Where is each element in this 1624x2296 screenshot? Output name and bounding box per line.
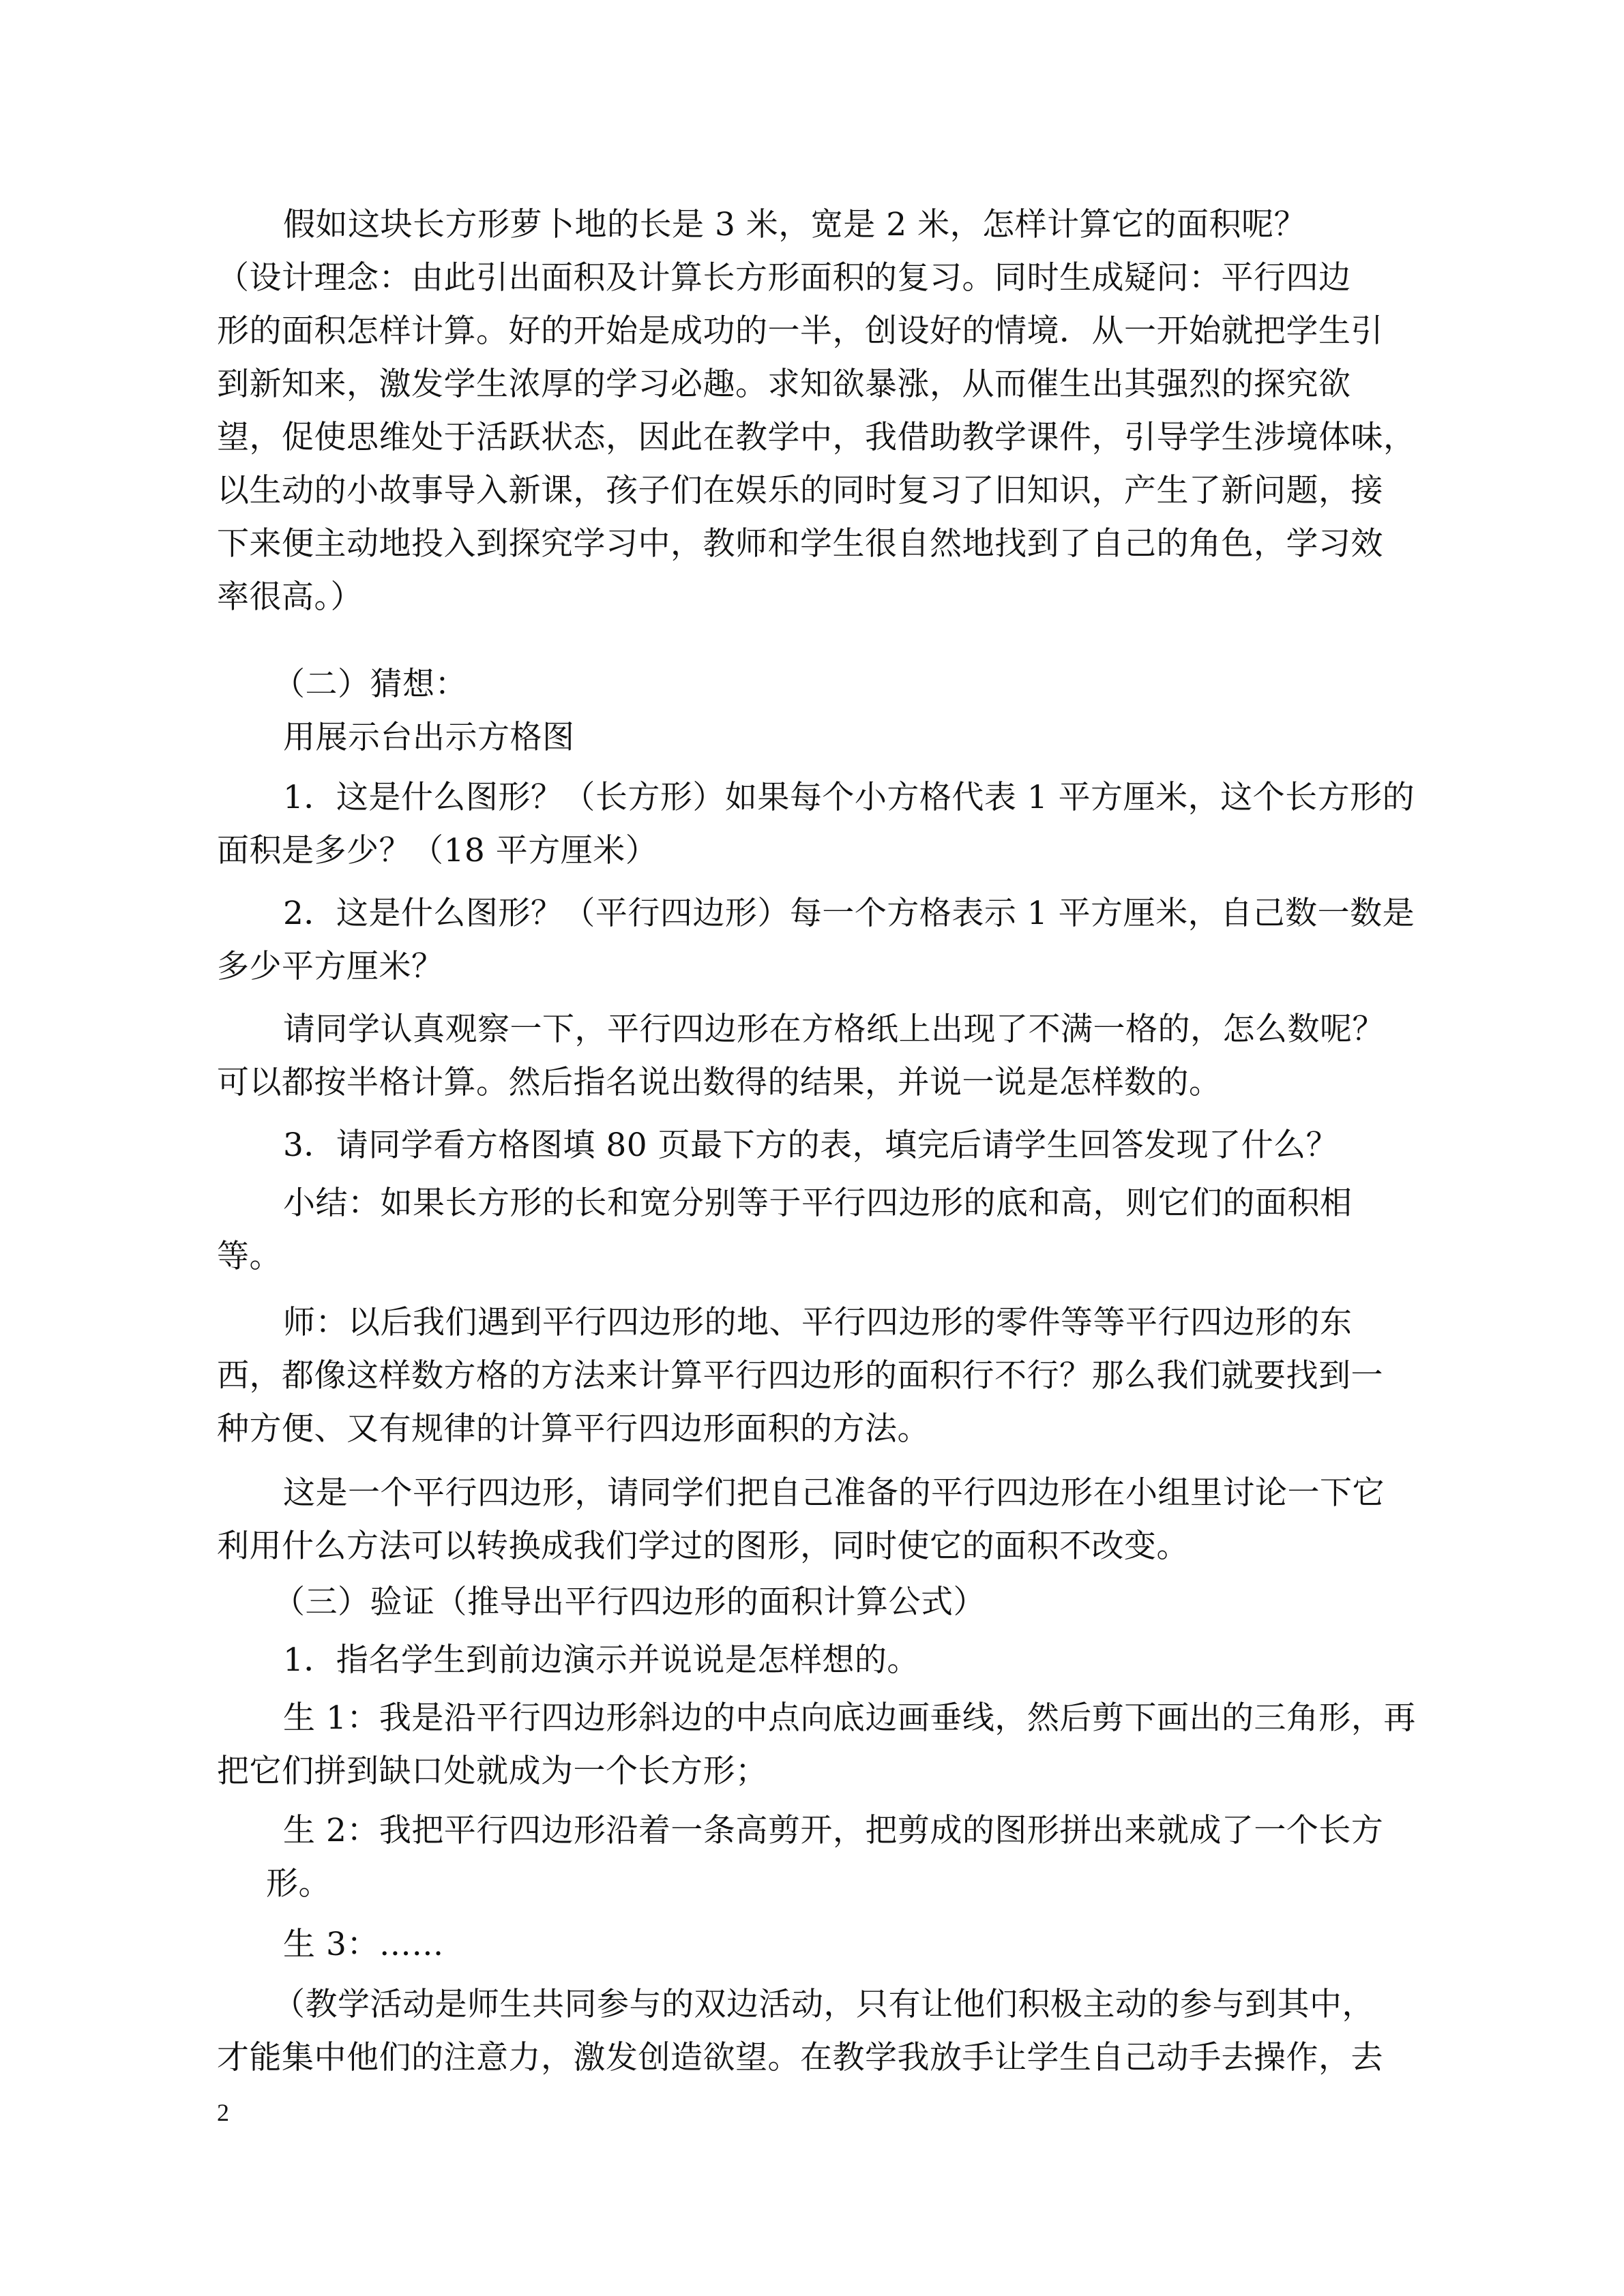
paragraph-line: 3．请同学看方格图填 80 页最下方的表，填完后请学生回答发现了什么？ — [283, 1127, 1339, 1164]
paragraph-line: 多少平方厘米？ — [217, 948, 444, 985]
page-number: 2 — [217, 2099, 229, 2126]
paragraph-line: 把它们拼到缺口处就成为一个长方形； — [217, 1753, 768, 1790]
paragraph-line: 这是一个平行四边形，请同学们把自己准备的平行四边形在小组里讨论一下它 — [283, 1474, 1385, 1512]
paragraph-line: 形。 — [266, 1865, 331, 1903]
paragraph-line: 生 1：我是沿平行四边形斜边的中点向底边画垂线，然后剪下画出的三角形，再 — [283, 1699, 1416, 1737]
paragraph-line: 利用什么方法可以转换成我们学过的图形，同时使它的面积不改变。 — [217, 1527, 1189, 1565]
paragraph-line: 种方便、又有规律的计算平行四边形面积的方法。 — [217, 1410, 930, 1448]
section-heading: （二）猜想： — [273, 666, 467, 703]
paragraph-line: 望，促使思维处于活跃状态，因此在教学中，我借助教学课件，引导学生涉境体味， — [217, 419, 1416, 456]
paragraph-line: 下来便主动地投入到探究学习中，教师和学生很自然地找到了自己的角色，学习效 — [217, 525, 1383, 563]
paragraph-line: 师：以后我们遇到平行四边形的地、平行四边形的零件等等平行四边形的东 — [283, 1304, 1353, 1341]
paragraph-line: 以生动的小故事导入新课，孩子们在娱乐的同时复习了旧知识，产生了新问题，接 — [217, 472, 1383, 509]
paragraph-line: （教学活动是师生共同参与的双边活动，只有让他们积极主动的参与到其中， — [273, 1986, 1374, 2023]
paragraph-line: 率很高。） — [217, 578, 363, 616]
paragraph-line: 生 3：…… — [283, 1926, 444, 1963]
paragraph-line: 西，都像这样数方格的方法来计算平行四边形的面积行不行？那么我们就要找到一 — [217, 1357, 1383, 1395]
paragraph-line: 等。 — [217, 1238, 282, 1275]
paragraph-line: 假如这块长方形萝卜地的长是 3 米，宽是 2 米，怎样计算它的面积呢？ — [283, 206, 1307, 243]
paragraph-line: 形的面积怎样计算。好的开始是成功的一半，创设好的情境．从一开始就把学生引 — [217, 312, 1383, 350]
paragraph-line: 1．这是什么图形？（长方形）如果每个小方格代表 1 平方厘米，这个长方形的 — [283, 779, 1415, 816]
paragraph-line: （设计理念：由此引出面积及计算长方形面积的复习。同时生成疑问：平行四边 — [217, 259, 1351, 297]
paragraph-line: 小结：如果长方形的长和宽分别等于平行四边形的底和高，则它们的面积相 — [283, 1184, 1353, 1222]
paragraph-line: 面积是多少？（18 平方厘米） — [217, 832, 658, 869]
paragraph-line: 用展示台出示方格图 — [283, 719, 575, 756]
paragraph-line: 生 2：我把平行四边形沿着一条高剪开，把剪成的图形拼出来就成了一个长方 — [283, 1812, 1384, 1849]
paragraph-line: 请同学认真观察一下，平行四边形在方格纸上出现了不满一格的，怎么数呢？ — [283, 1011, 1385, 1048]
paragraph-line: 到新知来，激发学生浓厚的学习必趣。求知欲暴涨，从而催生出其强烈的探究欲 — [217, 366, 1351, 403]
section-heading: （三）验证（推导出平行四边形的面积计算公式） — [273, 1583, 986, 1621]
paragraph-line: 可以都按半格计算。然后指名说出数得的结果，并说一说是怎样数的。 — [217, 1064, 1222, 1101]
paragraph-line: 1．指名学生到前边演示并说说是怎样想的。 — [283, 1641, 919, 1679]
paragraph-line: 才能集中他们的注意力，激发创造欲望。在教学我放手让学生自己动手去操作，去 — [217, 2039, 1383, 2076]
paragraph-line: 2．这是什么图形？（平行四边形）每一个方格表示 1 平方厘米，自己数一数是 — [283, 895, 1415, 932]
